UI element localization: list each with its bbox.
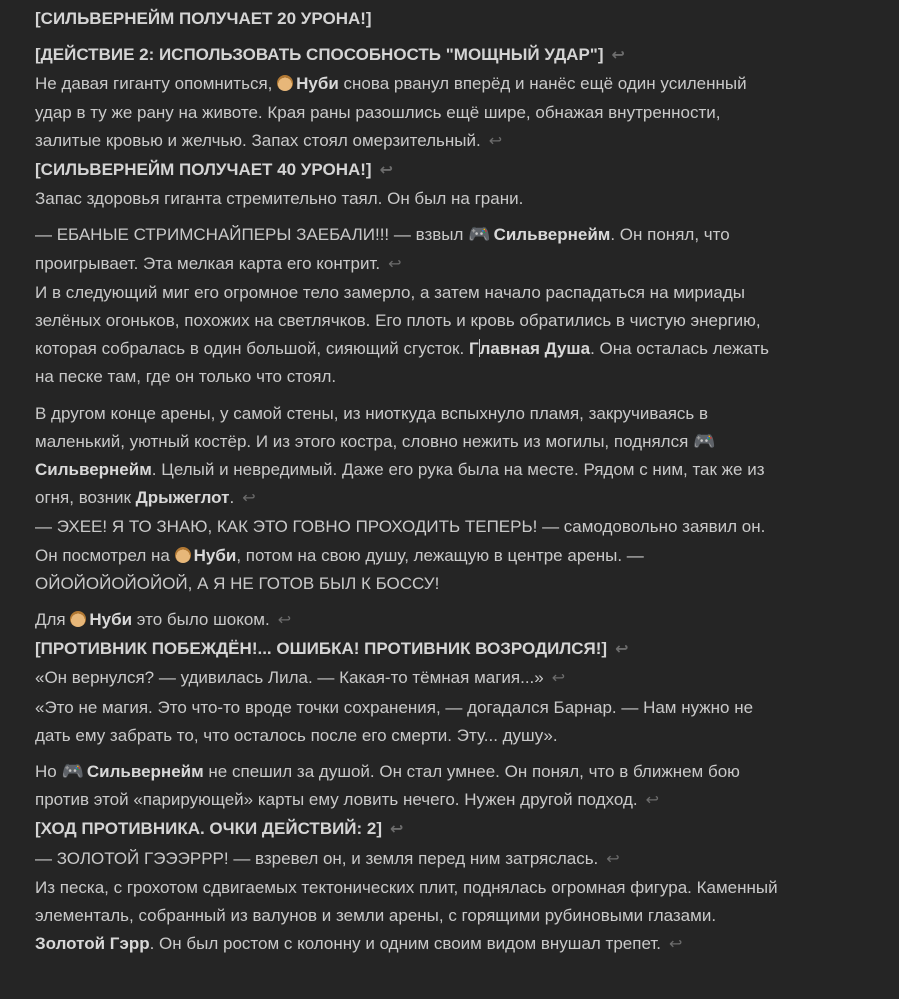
gamepad-icon: 🎮 [693, 430, 716, 451]
paragraph: Для Нуби это было шоком. ↩ [35, 610, 292, 630]
paragraph: «Это не магия. Это что-то вроде точки сохранения, — догадался Барнар. — Нам нужно не дать ему забрать то, что осталось после его смерти. Эту... душу». [35, 697, 754, 745]
bold-text: Г [468, 339, 479, 359]
character-name: Нуби [89, 610, 133, 630]
system-message: [СИЛЬВЕРНЕЙМ ПОЛУЧАЕТ 40 УРОНА!] ↩ [35, 160, 393, 180]
paragraph: — ЕБАНЫЕ СТРИМСНАЙПЕРЫ ЗАЕБАЛИ!!! — взвыл 🎮 Сильвернейм. Он понял, что проигрывает. Эта мелкая карта его контрит. ↩ [35, 224, 730, 273]
paragraph: «Он вернулся? — удивилась Лила. — Какая-то тёмная магия...» ↩ [35, 668, 566, 688]
system-message: [ДЕЙСТВИЕ 2: ИСПОЛЬЗОВАТЬ СПОСОБНОСТЬ "МОЩНЫЙ УДАР"] ↩ [35, 45, 625, 65]
return-arrow-icon: ↩ [615, 641, 629, 659]
paragraph: Запас здоровья гиганта стремительно таял. Он был на грани. [35, 189, 524, 209]
return-arrow-icon: ↩ [388, 255, 402, 273]
character-name: Дрыжеглот [135, 488, 230, 508]
paragraph: — ЗОЛОТОЙ ГЭЭЭРРР! — взревел он, и земля перед ним затряслась. ↩ [35, 848, 620, 868]
smiley-face-icon [175, 547, 191, 563]
character-name: Сильвернейм [86, 762, 204, 782]
paragraph: — ЭХЕЕ! Я ТО ЗНАЮ, КАК ЭТО ГОВНО ПРОХОДИТЬ ТЕПЕРЬ! — самодовольно заявил он. Он посмотрел на Нуби, потом на свою душу, лежащую в центре арены. — ОЙОЙОЙОЙОЙОЙ, А Я НЕ ГОТОВ БЫЛ К БОССУ! [35, 517, 766, 593]
return-arrow-icon: ↩ [379, 162, 393, 180]
return-arrow-icon: ↩ [645, 792, 659, 810]
return-arrow-icon: ↩ [488, 132, 503, 150]
paragraph: Не давая гиганту опомниться, Нуби снова рванул вперёд и нанёс ещё один усиленный удар в ту же рану на животе. Края раны разошлись ещё шире, обнажая внутренности, залитые кровью и желчью. Запах стоял омерзительный. ↩ [35, 74, 747, 150]
return-arrow-icon: ↩ [611, 47, 625, 65]
smiley-face-icon [70, 611, 86, 627]
character-name: Нуби [296, 74, 339, 94]
return-arrow-icon: ↩ [242, 490, 256, 508]
character-name: Нуби [193, 545, 237, 565]
system-message: [ПРОТИВНИК ПОБЕЖДЁН!... ОШИБКА! ПРОТИВНИК ВОЗРОДИЛСЯ!] ↩ [35, 639, 629, 659]
character-name: Золотой Гэрр [35, 934, 150, 954]
paragraph: Из песка, с грохотом сдвигаемых тектонических плит, поднялась огромная фигура. Каменный элементаль, собранный из валунов и земли арены, с горящими рубиновыми глазами. Золотой Гэрр. Он был ростом с колонну и одним своим видом внушал трепет. ↩ [35, 877, 778, 954]
smiley-face-icon [277, 75, 293, 91]
paragraph: В другом конце арены, у самой стены, из ниоткуда вспыхнуло пламя, закручиваясь в маленький, уютный костёр. И из этого костра, словно нежить из могилы, поднялся 🎮Сильвернейм. Целый и невредимый. Даже его рука была на месте. Рядом с ним, так же из огня, возник Дрыжеглот. ↩ [35, 403, 765, 508]
character-name: Сильвернейм [493, 225, 611, 245]
return-arrow-icon: ↩ [277, 612, 292, 630]
paragraph: Но 🎮 Сильвернейм не спешил за душой. Он стал умнее. Он понял, что в ближнем бою против этой «парирующей» карты ему ловить нечего. Нужен другой подход. ↩ [35, 761, 740, 810]
return-arrow-icon: ↩ [551, 670, 566, 688]
gamepad-icon: 🎮 [468, 224, 491, 245]
return-arrow-icon: ↩ [390, 821, 404, 839]
system-message: [СИЛЬВЕРНЕЙМ ПОЛУЧАЕТ 20 УРОНА!] [35, 9, 372, 28]
bold-text: лавная Душа [479, 339, 591, 359]
gamepad-icon: 🎮 [61, 761, 84, 782]
return-arrow-icon: ↩ [668, 936, 683, 954]
paragraph: И в следующий миг его огромное тело замерло, а затем начало распадаться на мириады зелёных огоньков, похожих на светлячков. Его плоть и кровь обратились в чистую энергию, которая собралась в один большой, сияющий сгусток. Главная Душа. Она осталась лежать на песке там, где он только что стоял. [35, 282, 770, 387]
return-arrow-icon: ↩ [606, 850, 620, 868]
system-message: [ХОД ПРОТИВНИКА. ОЧКИ ДЕЙСТВИЙ: 2] ↩ [35, 819, 404, 839]
character-name: Сильвернейм [35, 460, 152, 480]
